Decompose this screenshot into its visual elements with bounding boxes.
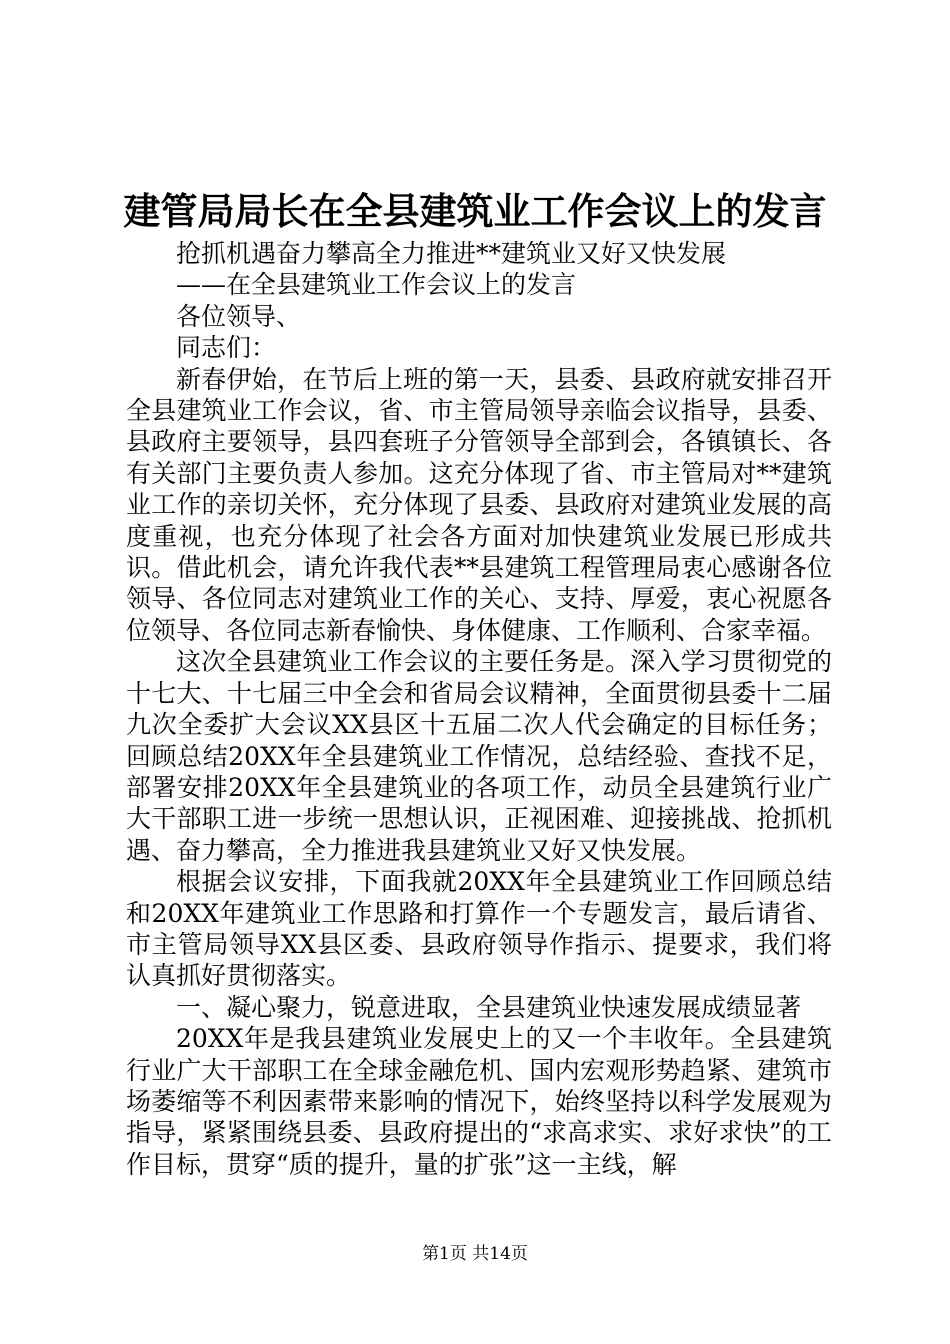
salutation-comrades: 同志们： xyxy=(176,333,277,363)
document-title: 建管局局长在全县建筑业工作会议上的发言 xyxy=(123,189,827,233)
paragraph-opening: 新春伊始，在节后上班的第一天，县委、县政府就安排召开全县建筑业工作会议，省、市主管局领导亲临会议指导，县委、县政府主要领导，县四套班子分管领导全部到会，各镇镇长、各有关部门主要负责人参加。这充分体现了省、市主管局对**建筑业工作的亲切关怀，充分体现了县委、县政府对建筑业发展的高度重视，也充分体现了社会各方面对加快建筑业发展已形成共识。借此机会，请允许我代表**县建筑工程管理局衷心感谢各位领导、各位同志对建筑业工作的关心、支持、厚爱，衷心祝愿各位领导、各位同志新春愉快、身体健康、工作顺利、合家幸福。 xyxy=(126,364,832,645)
paragraph-review: 20XX年是我县建筑业发展史上的又一个丰收年。全县建筑行业广大干部职工在全球金融危机、国内宏观形势趋紧、建筑市场萎缩等不利因素带来影响的情况下，始终坚持以科学发展观为指导，紧紧围绕县委、县政府提出的“求高求实、求好求快”的工作目标，贯穿“质的提升，量的扩张”这一主线，解 xyxy=(126,1024,832,1179)
paragraph-arrangement: 根据会议安排，下面我就20XX年全县建筑业工作回顾总结和20XX年建筑业工作思路和打算作一个专题发言，最后请省、市主管局领导XX县区委、县政府领导作指示、提要求，我们将认真抓好贯彻落实。 xyxy=(126,867,832,991)
paragraph-main-task: 这次全县建筑业工作会议的主要任务是。深入学习贯彻党的十七大、十七届三中全会和省局会议精神，全面贯彻县委十二届九次全委扩大会议XX县区十五届二次人代会确定的目标任务；回顾总结20XX年全县建筑业工作情况，总结经验、查找不足，部署安排20XX年全县建筑业的各项工作，动员全县建筑行业广大干部职工进一步统一思想认识，正视困难、迎接挑战、抢抓机遇、奋力攀高，全力推进我县建筑业又好又快发展。 xyxy=(126,647,832,865)
document-body xyxy=(126,238,832,1180)
salutation-leaders: 各位领导、 xyxy=(176,301,302,331)
speech-heading: 抢抓机遇奋力攀高全力推进**建筑业又好又快发展 xyxy=(176,239,727,268)
speech-subheading: ——在全县建筑业工作会议上的发言 xyxy=(176,270,577,300)
page-footer: 第1页 共14页 xyxy=(422,1244,528,1264)
section-heading-1: 一、凝心聚力，锐意进取，全县建筑业快速发展成绩显著 xyxy=(176,992,802,1022)
